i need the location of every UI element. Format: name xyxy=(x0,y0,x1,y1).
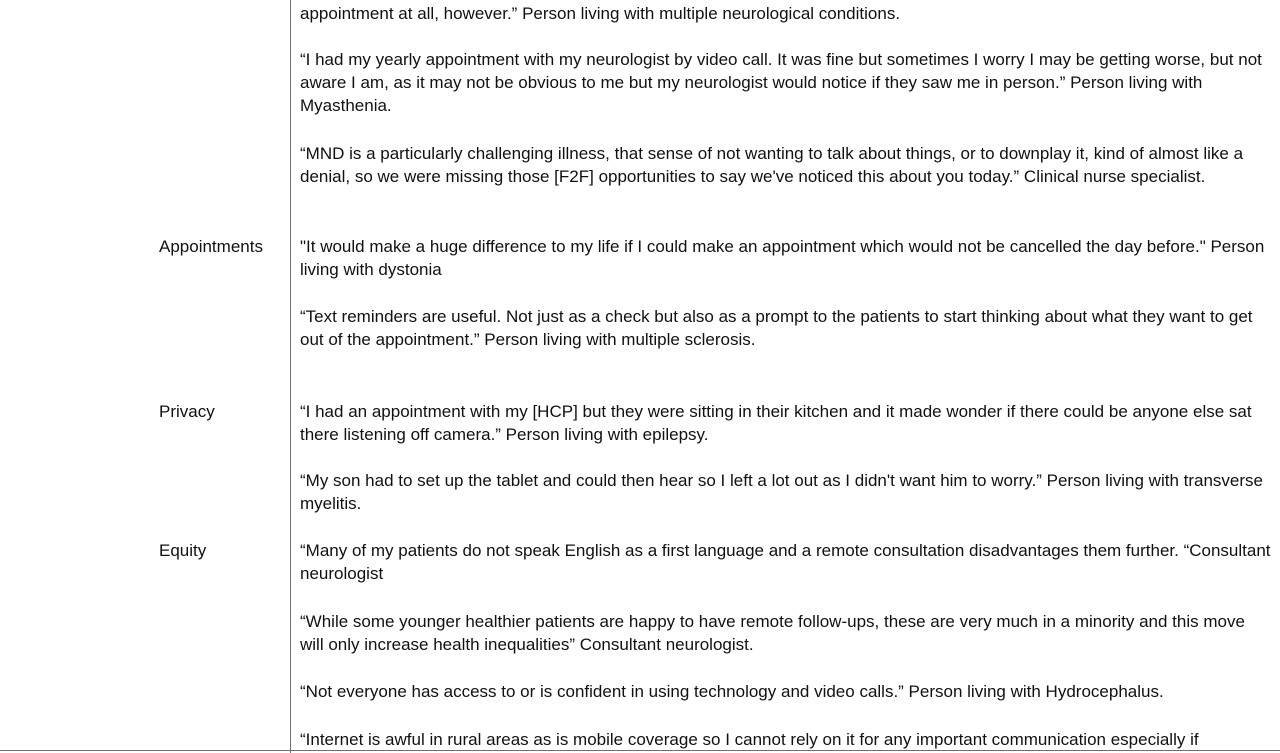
quote-text: “I had an appointment with my [HCP] but they were sitting in their kitchen and it made wonder if there could be anyone else sat there listening off camera.” Person living with epilepsy. xyxy=(300,402,1252,444)
quote-text: “Text reminders are useful. Not just as a check but also as a prompt to the patients to start thinking about what they want to get out of the appointment.” Person living with multiple sclerosis. xyxy=(300,307,1253,349)
quote-text: “MND is a particularly challenging illness, that sense of not wanting to talk about things, or to downplay it, kind of almost like a denial, so we were missing those [F2F] opportunities to say we've noticed this about you today.” Clinical nurse specialist. xyxy=(300,144,1244,186)
column-divider xyxy=(290,0,291,753)
quote-text: "It would make a huge difference to my life if I could make an appointment which would not be cancelled the day before." Person living with dystonia xyxy=(300,237,1265,279)
quote-text: “Internet is awful in rural areas as is mobile coverage so I cannot rely on it for any important communication especially if xyxy=(300,730,1199,749)
quote-text: “My son had to set up the tablet and could then hear so I left a lot out as I didn't want him to worry.” Person living with transverse myelitis. xyxy=(300,471,1263,513)
theme-label-equity: Equity xyxy=(159,541,207,560)
quote-text: “While some younger healthier patients are happy to have remote follow-ups, these are very much in a minority and this move will only increase health inequalities” Consultant neurologist. xyxy=(300,612,1245,654)
quote-text: “Not everyone has access to or is confident in using technology and video calls.” Person living with Hydrocephalus. xyxy=(300,682,1164,701)
quote-text: “Many of my patients do not speak English as a first language and a remote consultation disadvantages them further. “Consultant neurologist xyxy=(300,541,1271,583)
theme-label-appointments: Appointments xyxy=(159,237,263,256)
theme-label-privacy: Privacy xyxy=(159,402,215,421)
quote-text: “I had my yearly appointment with my neurologist by video call. It was fine but sometimes I worry I may be getting worse, but not aware I am, as it may not be obvious to me but my neurologist would notice if they saw me in person.” Person living with Myasthenia. xyxy=(300,50,1262,115)
quote-text: appointment at all, however.” Person living with multiple neurological conditions. xyxy=(300,4,901,23)
